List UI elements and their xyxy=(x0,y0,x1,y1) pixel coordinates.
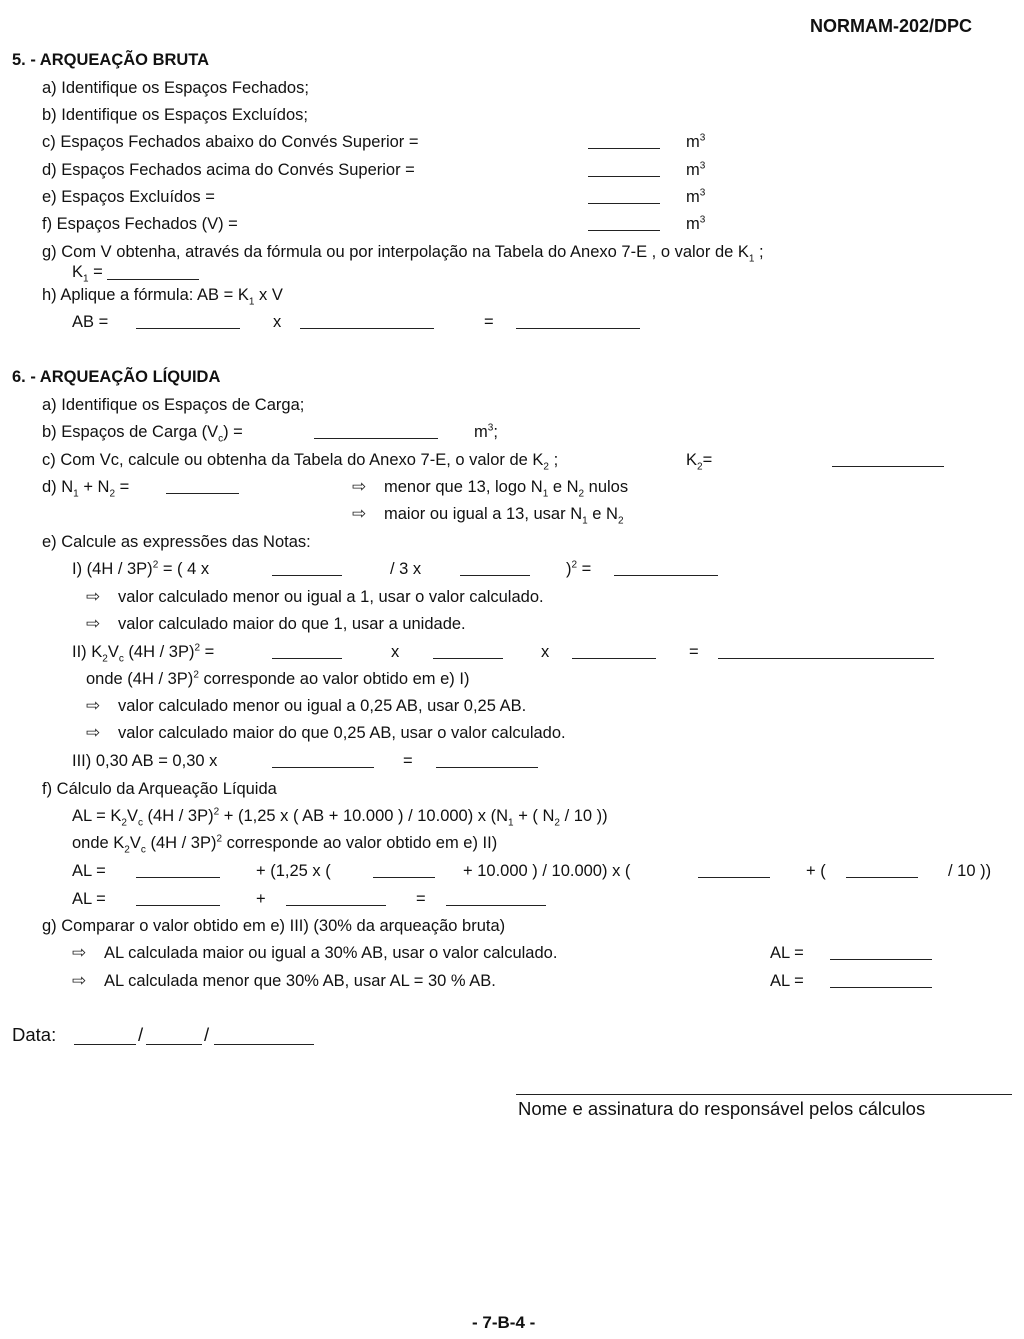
blank-k2[interactable] xyxy=(832,466,944,467)
expr-3: III) 0,30 AB = 0,30 x xyxy=(72,752,218,770)
formula-al: AL = $K_2V_c$ (4H / 3P)$^2$ + (1,25 x ( AB + 10.000 ) / 10.000) x ($N_1$ + ( $N_2 / 10$ )) xyxy=(72,806,608,829)
blank-e2-result[interactable] xyxy=(718,658,934,659)
option-al-ge-30: AL calculada maior ou igual a 30% AB, usar o valor calculado. xyxy=(104,944,558,962)
unit-5e: $m^3$ xyxy=(686,187,706,206)
blank-date-year[interactable] xyxy=(214,1044,314,1045)
item-6e: e) Calcule as expressões das Notas: xyxy=(42,533,311,551)
al-part-2: + 10.000 ) / 10.000) x ( xyxy=(463,862,631,880)
blank-5c[interactable] xyxy=(588,148,660,149)
signature-caption: Nome e assinatura do responsável pelos cálculos xyxy=(518,1098,926,1119)
ab-label: AB = xyxy=(72,313,109,331)
blank-ab-2[interactable] xyxy=(300,328,434,329)
blank-al-a[interactable] xyxy=(136,877,220,878)
blank-al-n2[interactable] xyxy=(846,877,918,878)
blank-e2-a[interactable] xyxy=(272,658,342,659)
note-e2-onde: onde (4H / 3P)$^2$ corresponde ao valor obtido em e) I) xyxy=(86,669,470,688)
div-3x: / 3 x xyxy=(390,560,422,578)
note-e1-1: valor calculado menor ou igual a 1, usar o valor calculado. xyxy=(118,588,544,606)
unit-6b: $m^3$; xyxy=(474,422,498,441)
expr-1: I) (4H / 3P)$^2$ = ( 4 x xyxy=(72,559,210,578)
blank-al2-result[interactable] xyxy=(446,905,546,906)
blank-e1-a[interactable] xyxy=(272,575,342,576)
blank-ab-1[interactable] xyxy=(136,328,240,329)
blank-al2-a[interactable] xyxy=(136,905,220,906)
option-less-13: menor que 13, logo $N_1$ e $N_2$ nulos xyxy=(384,478,629,500)
blank-al-ab[interactable] xyxy=(373,877,435,878)
al-result-label: AL = xyxy=(770,944,804,962)
times-sign: x xyxy=(541,643,550,661)
item-6c: c) Com Vc, calcule ou obtenha da Tabela do Anexo 7-E, o valor de $K_2$ ; xyxy=(42,451,559,473)
blank-5d[interactable] xyxy=(588,176,660,177)
plus-sign: + xyxy=(256,890,266,908)
times-sign: x xyxy=(391,643,400,661)
item-5e: e) Espaços Excluídos = xyxy=(42,188,215,206)
item-5b: b) Identifique os Espaços Excluídos; xyxy=(42,106,308,124)
al-part-3: + ( xyxy=(806,862,826,880)
times-sign: x xyxy=(273,313,282,331)
blank-e1-b[interactable] xyxy=(460,575,530,576)
arrow-icon: ⇨ xyxy=(86,723,101,742)
al-label: AL = xyxy=(72,890,106,908)
option-ge-13: maior ou igual a 13, usar $N_1$ e $N_2$ xyxy=(384,505,624,527)
arrow-icon: ⇨ xyxy=(86,696,101,715)
blank-e1-result[interactable] xyxy=(614,575,718,576)
option-al-lt-30: AL calculada menor que 30% AB, usar AL = 30 % AB. xyxy=(104,972,496,990)
arrow-icon: ⇨ xyxy=(86,614,101,633)
blank-e2-c[interactable] xyxy=(572,658,656,659)
page-number: - 7-B-4 - xyxy=(472,1313,536,1332)
item-5d: d) Espaços Fechados acima do Convés Superior = xyxy=(42,161,415,179)
item-5c: c) Espaços Fechados abaixo do Convés Superior = xyxy=(42,133,419,151)
item-6b: b) Espaços de Carga $(V_c)$ = xyxy=(42,423,243,445)
date-slash: / xyxy=(138,1024,144,1045)
blank-5f[interactable] xyxy=(588,230,660,231)
blank-6d[interactable] xyxy=(166,493,239,494)
blank-g-2[interactable] xyxy=(830,987,932,988)
equals-sign: = xyxy=(689,643,699,661)
formula-onde: onde $K_2V_c$ (4H / 3P)$^2$ corresponde ao valor obtido em e) II) xyxy=(72,833,498,856)
date-slash: / xyxy=(204,1024,210,1045)
close-paren: )$^2$ = xyxy=(566,559,592,578)
equals-sign: = xyxy=(416,890,426,908)
item-6g: g) Comparar o valor obtido em e) III) (30% da arqueação bruta) xyxy=(42,917,506,935)
blank-al-n1[interactable] xyxy=(698,877,770,878)
blank-g-1[interactable] xyxy=(830,959,932,960)
signature-line[interactable] xyxy=(516,1094,1012,1095)
blank-e3-a[interactable] xyxy=(272,767,374,768)
expr-2: II) $K_2V_c$ (4H / 3P)$^2$ = xyxy=(72,642,215,665)
equals-sign: = xyxy=(403,752,413,770)
arrow-icon: ⇨ xyxy=(352,477,367,496)
blank-k1[interactable] xyxy=(107,279,199,280)
equals-sign: = xyxy=(484,313,494,331)
section-5-title: 5. - ARQUEAÇÃO BRUTA xyxy=(12,51,210,69)
blank-date-month[interactable] xyxy=(146,1044,202,1045)
k1-label: $K_1$ = xyxy=(72,263,103,285)
blank-al2-b[interactable] xyxy=(286,905,386,906)
blank-5e[interactable] xyxy=(588,203,660,204)
note-e2-1: valor calculado menor ou igual a 0,25 AB, usar 0,25 AB. xyxy=(118,697,527,715)
blank-e2-b[interactable] xyxy=(433,658,503,659)
blank-date-day[interactable] xyxy=(74,1044,136,1045)
note-e1-2: valor calculado maior do que 1, usar a unidade. xyxy=(118,615,466,633)
arrow-icon: ⇨ xyxy=(352,504,367,523)
document-code: NORMAM-202/DPC xyxy=(810,16,973,36)
blank-6b[interactable] xyxy=(314,438,438,439)
al-part-1: + (1,25 x ( xyxy=(256,862,331,880)
unit-5f: $m^3$ xyxy=(686,214,706,233)
al-part-4: / 10 )) xyxy=(948,862,992,880)
item-5h: h) Aplique a fórmula: AB = $K_1$ x V xyxy=(42,286,283,308)
section-6-title: 6. - ARQUEAÇÃO LÍQUIDA xyxy=(12,368,221,386)
blank-ab-result[interactable] xyxy=(516,328,640,329)
arrow-icon: ⇨ xyxy=(86,587,101,606)
item-5g: g) Com V obtenha, através da fórmula ou por interpolação na Tabela do Anexo 7-E , o valor de $K_1$ ; xyxy=(42,243,764,265)
al-label: AL = xyxy=(72,862,106,880)
k2-label: $K_2=$ xyxy=(686,451,713,473)
item-6d: d) $N_1 + N_2$ = xyxy=(42,478,130,500)
blank-e3-result[interactable] xyxy=(436,767,538,768)
date-label: Data: xyxy=(12,1024,57,1045)
unit-5d: $m^3$ xyxy=(686,160,706,179)
item-5a: a) Identifique os Espaços Fechados; xyxy=(42,79,309,97)
arrow-icon: ⇨ xyxy=(72,943,87,962)
note-e2-2: valor calculado maior do que 0,25 AB, usar o valor calculado. xyxy=(118,724,566,742)
arrow-icon: ⇨ xyxy=(72,971,87,990)
item-6a: a) Identifique os Espaços de Carga; xyxy=(42,396,305,414)
unit-5c: $m^3$ xyxy=(686,132,706,151)
item-5f: f) Espaços Fechados (V) = xyxy=(42,215,238,233)
al-result-label: AL = xyxy=(770,972,804,990)
item-6f: f) Cálculo da Arqueação Líquida xyxy=(42,780,277,798)
